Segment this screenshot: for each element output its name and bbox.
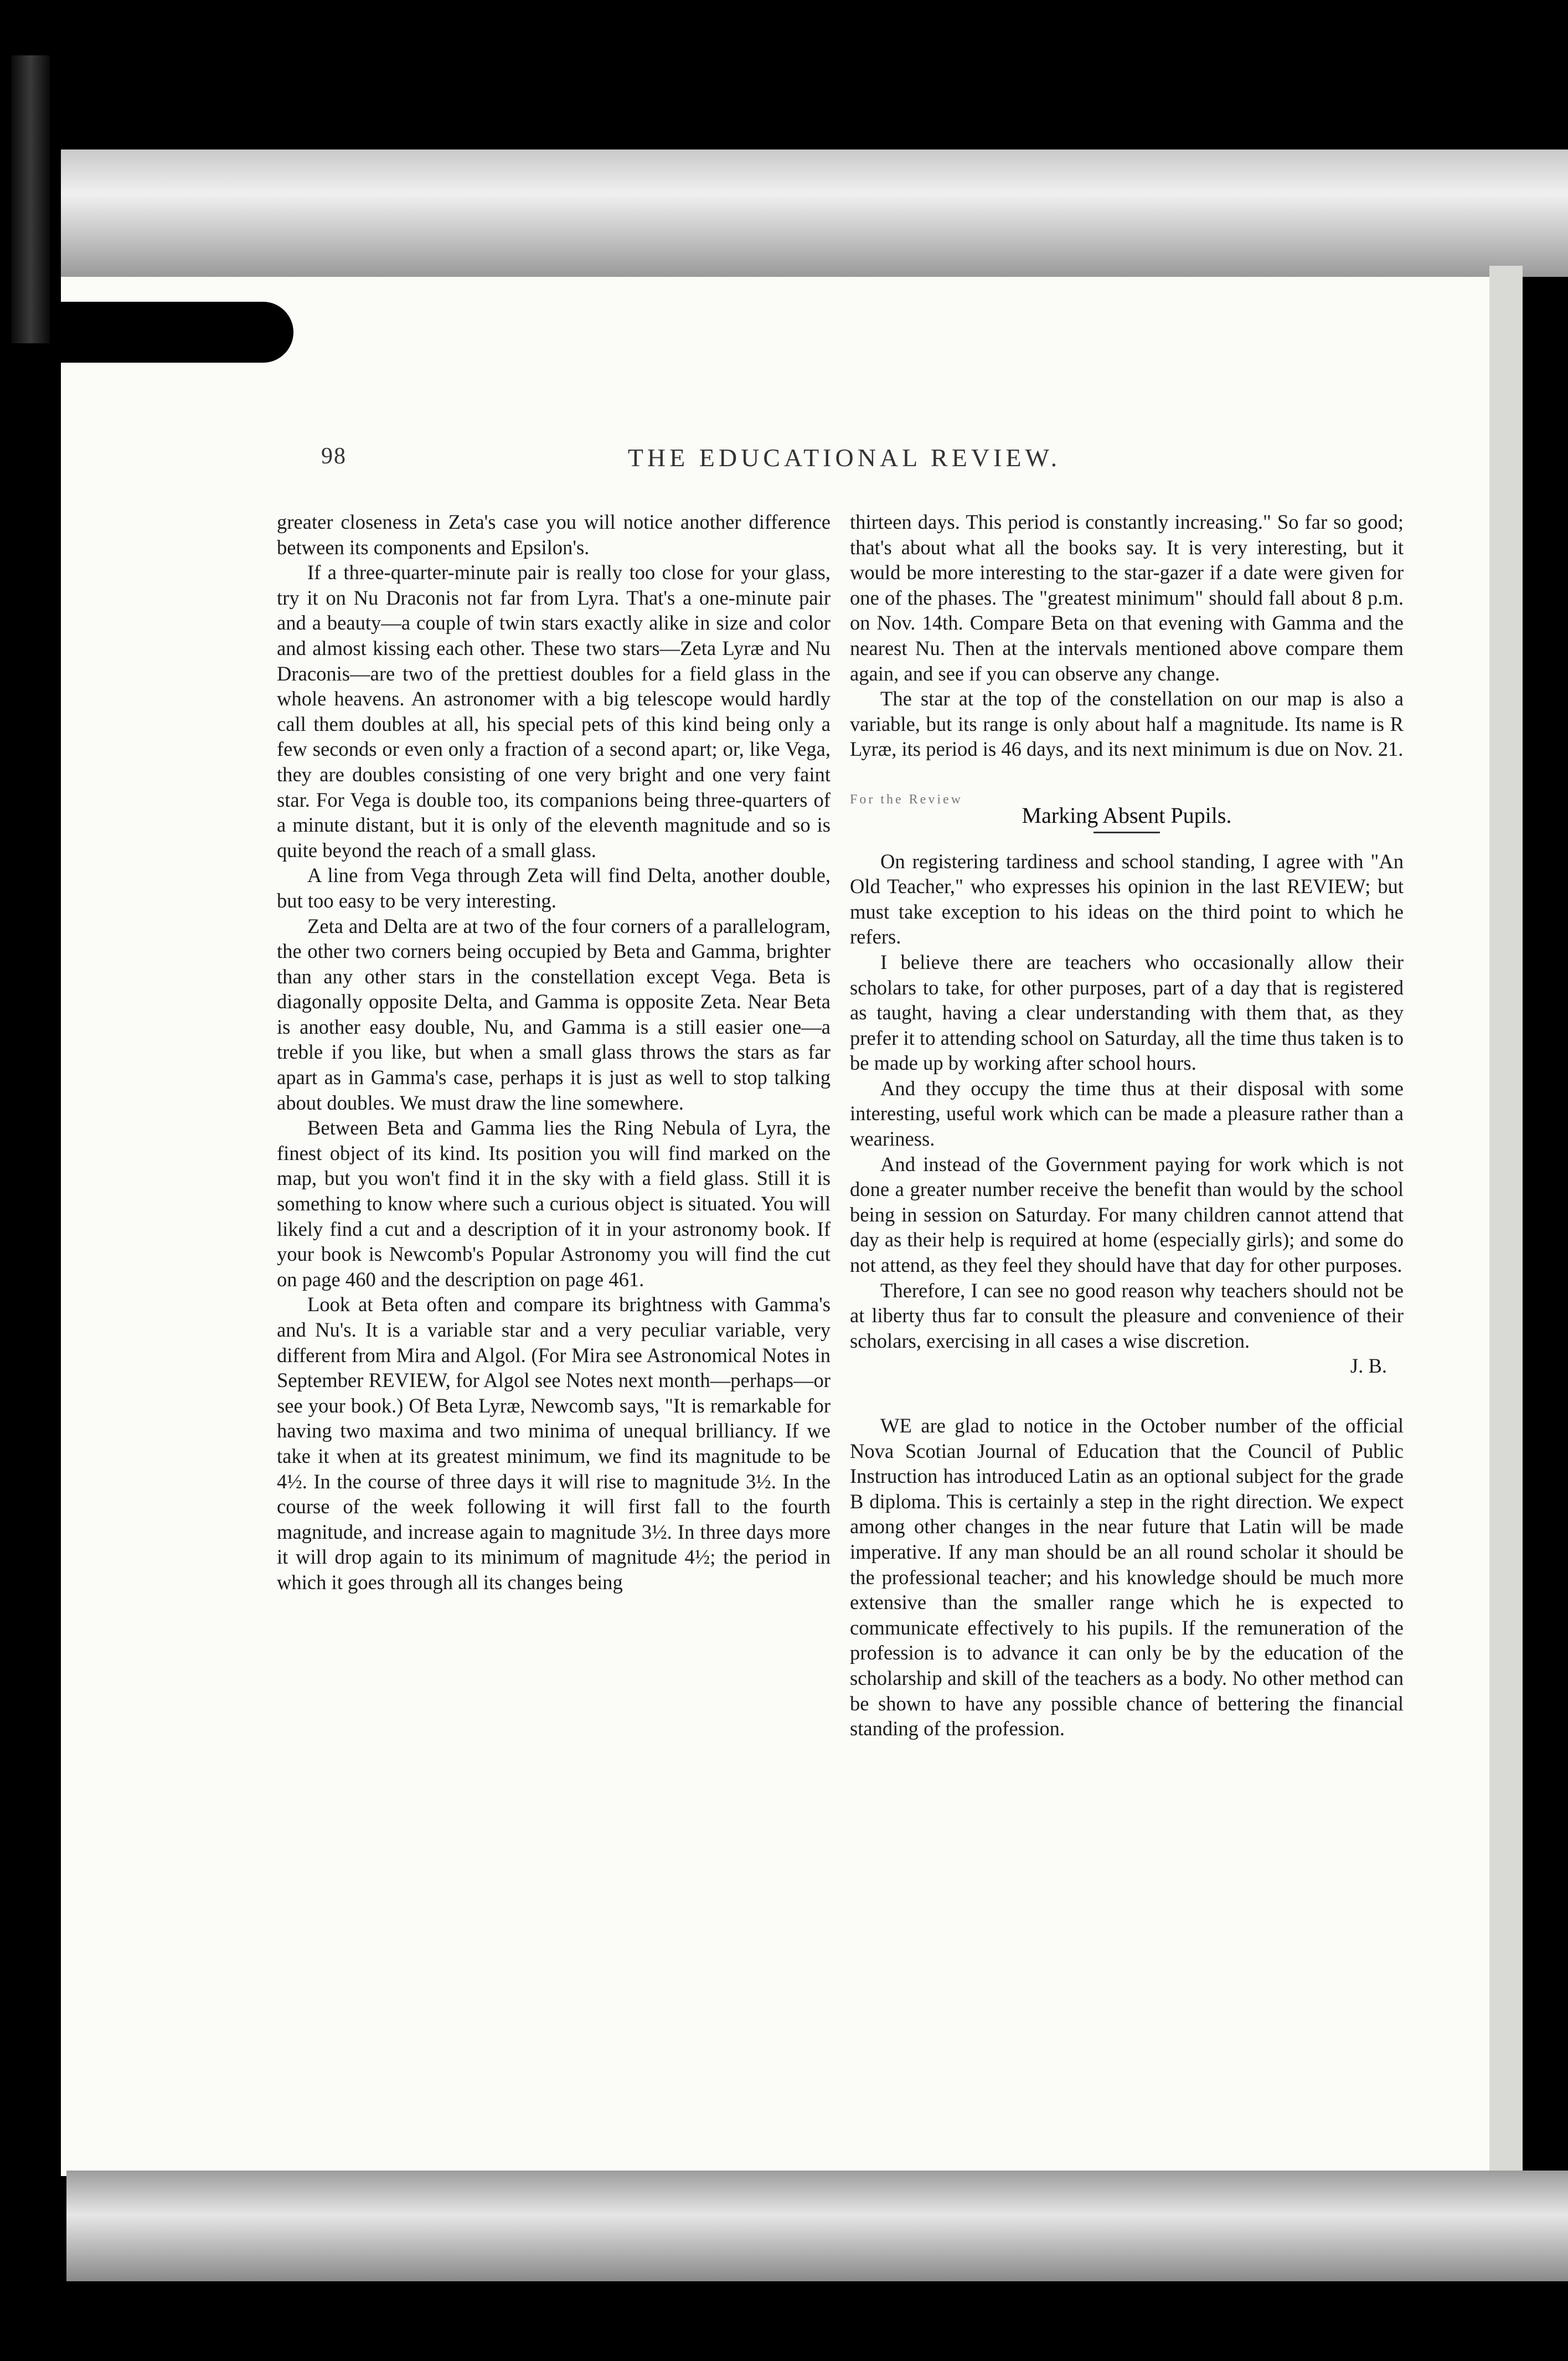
- left-column: [277, 509, 831, 1595]
- scan-bottom-margin: [66, 2171, 1568, 2281]
- running-title: THE EDUCATIONAL REVIEW.: [627, 444, 1061, 472]
- section-gap: [850, 1379, 1404, 1413]
- paragraph: WE are glad to notice in the October number of the official Nova Scotian Journal of Education that the Council of Public Instruction has introduced Latin as an optional subject for the grade B diploma. This is certainly a step in the right direction. We expect among other changes in the near future that Latin will be made imperative. If any man should be an all round scholar it should be the professional teacher; and his knowledge should be much more extensive than the smaller range which he is expected to communicate effectively to his pupils. If the remuneration of the profession is to advance it can only be by the education of the scholarship and skill of the teachers as a body. No other method can be shown to have any possible chance of bettering the financial standing of the profession.: [850, 1414, 1404, 1740]
- paragraph: Therefore, I can see no good reason why teachers should not be at liberty thus far to consult the pleasure and convenience of their scholars, exercising in all cases a wise discretion.: [850, 1279, 1404, 1352]
- article-title: Marking Absent Pupils.: [1022, 802, 1232, 828]
- paragraph: The star at the top of the constellation on our map is also a variable, but its range is only about half a magnitude. Its name is R Lyræ, its period is 46 days, and its next minimum is due on Nov. 21.: [850, 687, 1404, 761]
- paragraph: thirteen days. This period is constantly increasing." So far so good; that's about what all the books say. It is very interesting, but it would be more interesting to the star-gazer if a date were given for one of the phases. The "greatest minimum" should fall about 8 p.m. on Nov. 14th. Compare Beta on that evening with Gamma and the nearest Nu. Then at the intervals mentioned above compare them again, and see if you can observe any change.: [850, 511, 1404, 685]
- paragraph: Look at Beta often and compare its brightness with Gamma's and Nu's. It is a variable star and a very peculiar variable, very different from Mira and Algol. (For Mira see Astronomical Notes in September REVIEW, for Algol see Notes next month—perhaps—or see your book.) Of Beta Lyræ, Newcomb says, "It is remarkable for having two maxima and two minima of unequal brilliancy. If we take it when at its greatest minimum, we find its magnitude to be 4½. In the course of three days it will rise to magnitude 3½. In the course of the week following it will first fall to the fourth magnitude, and increase again to magnitude 3½. In three days more it will drop again to its minimum of magnitude 4½; the period in which it goes through all its changes being: [277, 1293, 831, 1594]
- title-rule: [1094, 832, 1160, 833]
- paragraph: And instead of the Government paying for work which is not done a greater number receive the benefit than would by the school being in session on Saturday. For many children cannot attend that day as their help is required at home (especially girls); and some do not attend, as they feel they should have that day for other purposes.: [850, 1152, 1404, 1277]
- paragraph: Between Beta and Gamma lies the Ring Nebula of Lyra, the finest object of its kind. Its position you will find marked on the map, but you won't find it in the sky with a field glass. Still it is something to know where such a curious object is situated. You will likely find a cut and a description of it in your astronomy book. If your book is Newcomb's Popular Astronomy you will find the cut on page 460 and the description on page 461.: [277, 1116, 831, 1291]
- article-kicker: For the Review: [850, 792, 963, 807]
- scan-top-margin: [61, 150, 1568, 277]
- page-header: [288, 443, 1401, 482]
- paragraph: Zeta and Delta are at two of the four corners of a parallelogram, the other two corners being occupied by Beta and Gamma, brighter than any other stars in the constellation except Vega. Beta is diagonally opposite Delta, and Gamma is opposite Zeta. Near Beta is another easy double, Nu, and Gamma is a still easier one—a treble if you like, but when a small glass throws the stars as far apart as in Gamma's case, perhaps it is just as well to stop talking about doubles. We must draw the line somewhere.: [277, 914, 831, 1114]
- paragraph: If a three-quarter-minute pair is really too close for your glass, try it on Nu Draconis not far from Lyra. That's a one-minute pair and a beauty—a couple of twin stars exactly alike in size and color and almost kissing each other. These two stars—Zeta Lyræ and Nu Draconis—are two of the prettiest doubles for a field glass in the whole heavens. An astronomer with a big telescope would hardly call them doubles at all, his special pets of this kind being only a few seconds or even only a fraction of a second apart; or, like Vega, they are doubles consisting of one very bright and one very faint star. For Vega is double too, its companions being three-quarters of a minute distant, but it is only of the eleventh magnitude and so is quite beyond the reach of a small glass.: [277, 561, 831, 862]
- paragraph: On registering tardiness and school standing, I agree with "An Old Teacher," who expresses his opinion in the last REVIEW; but must take exception to his ideas on the third point to which he refers.: [850, 849, 1404, 948]
- paragraph: A line from Vega through Zeta will find Delta, another double, but too easy to be very interesting.: [277, 864, 831, 912]
- paragraph: greater closeness in Zeta's case you will notice another difference between its components and Epsilon's.: [277, 511, 831, 559]
- paragraph: And they occupy the time thus at their disposal with some interesting, useful work which can be made a pleasure rather than a weariness.: [850, 1076, 1404, 1151]
- author-signature: J. B.: [1350, 1354, 1387, 1378]
- right-column: [850, 509, 1404, 1741]
- binding-hole: [50, 302, 293, 363]
- page-number: 98: [321, 444, 347, 469]
- paragraph: I believe there are teachers who occasionally allow their scholars to take, for other purposes, part of a day that is registered as taught, having a clear understanding with them that, as they prefer it to attending school on Saturday, all the time thus taken is to be made up by working after school hours.: [850, 950, 1404, 1075]
- page-edge: [1489, 266, 1523, 2176]
- book-spine: [11, 55, 50, 343]
